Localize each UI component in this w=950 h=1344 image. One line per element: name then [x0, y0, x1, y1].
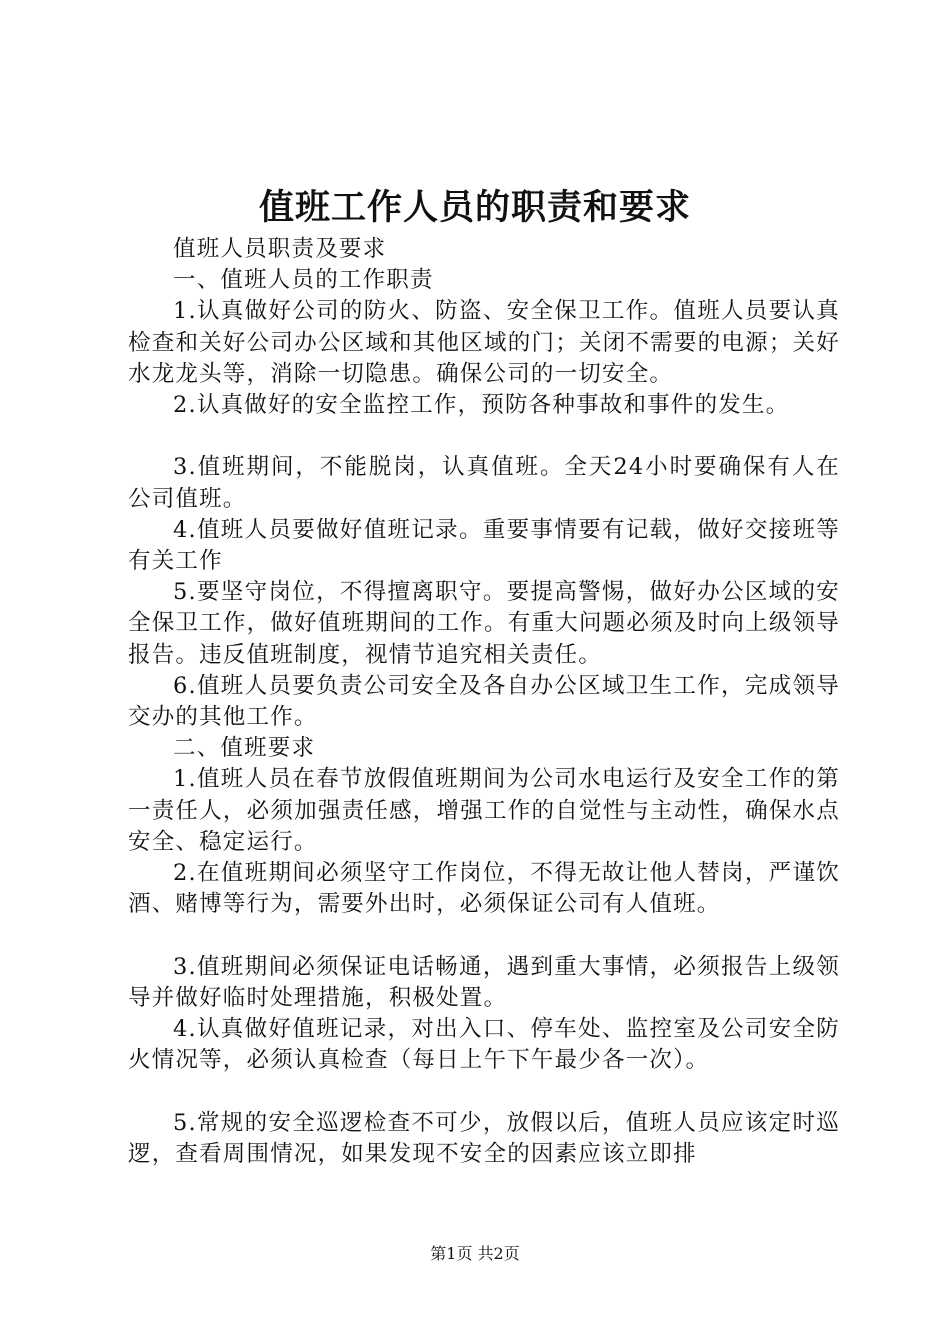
paragraph-duty-3: 3.值班期间，不能脱岗，认真值班。全天24小时要确保有人在公司值班。 — [128, 454, 840, 512]
paragraph-duty-5: 5.要坚守岗位，不得擅离职守。要提高警惕，做好办公区域的安全保卫工作，做好值班期间的工作。有重大问题必须及时向上级领导报告。违反值班制度，视情节追究相关责任。 — [128, 579, 840, 668]
paragraph-heading: 值班人员职责及要求 — [173, 236, 387, 262]
paragraph-requirement-3: 3.值班期间必须保证电话畅通，遇到重大事情，必须报告上级领导并做好临时处理措施，积极处置。 — [128, 953, 840, 1011]
paragraph-requirement-4: 4.认真做好值班记录，对出入口、停车处、监控室及公司安全防火情况等，必须认真检查（每日上午下午最少各一次）。 — [128, 1016, 840, 1074]
section-heading-duties: 一、值班人员的工作职责 — [173, 267, 434, 294]
document-body — [128, 234, 840, 1170]
document-title: 值班工作人员的职责和要求 — [258, 187, 691, 228]
section-heading-requirements: 二、值班要求 — [173, 735, 316, 762]
paragraph-duty-4: 4.值班人员要做好值班记录。重要事情要有记载，做好交接班等有关工作 — [128, 516, 840, 575]
paragraph-requirement-1: 1.值班人员在春节放假值班期间为公司水电运行及安全工作的第一责任人，必须加强责任感，增强工作的自觉性与主动性，确保水点安全、稳定运行。 — [128, 766, 840, 855]
paragraph-requirement-2: 2.在值班期间必须坚守工作岗位，不得无故让他人替岗，严谨饮酒、赌博等行为，需要外出时，必须保证公司有人值班。 — [128, 860, 840, 918]
paragraph-requirement-5: 5.常规的安全巡逻检查不可少，放假以后，值班人员应该定时巡逻，查看周围情况，如果发现不安全的因素应该立即排 — [128, 1109, 840, 1167]
paragraph-duty-2: 2.认真做好的安全监控工作，预防各种事故和事件的发生。 — [173, 392, 790, 419]
paragraph-duty-6: 6.值班人员要负责公司安全及各自办公区域卫生工作，完成领导交办的其他工作。 — [128, 672, 840, 731]
paragraph-duty-1: 1.认真做好公司的防火、防盗、安全保卫工作。值班人员要认真检查和关好公司办公区域和其他区域的门；关闭不需要的电源；关好水龙龙头等，消除一切隐患。确保公司的一切安全。 — [128, 298, 840, 387]
page-footer: 第1页 共2页 — [430, 1244, 520, 1263]
